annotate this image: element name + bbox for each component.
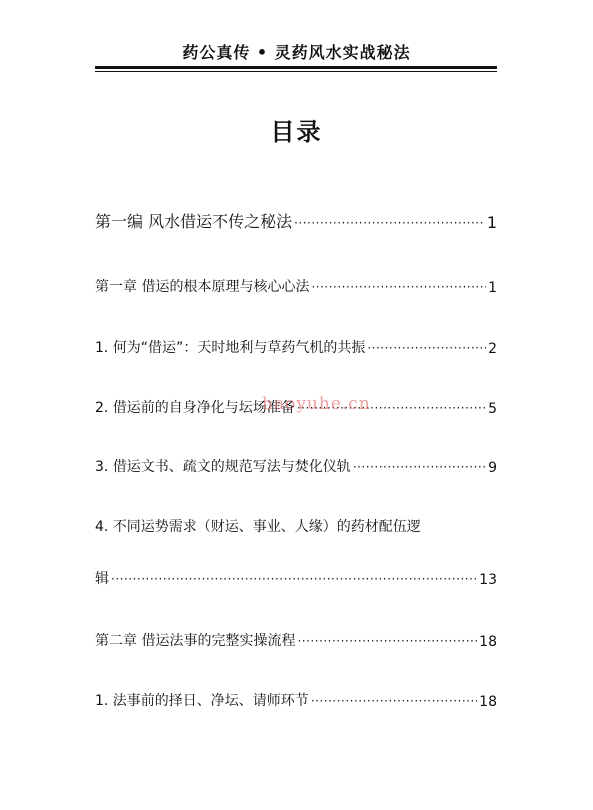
toc-entry-page: 1 <box>486 213 497 232</box>
toc-entry-page: 18 <box>479 634 497 650</box>
dot-leader <box>294 216 485 230</box>
toc-entry-chapter-1[interactable] <box>95 272 497 296</box>
dot-leader <box>111 572 477 586</box>
toc-entry-label: 第二章 借运法事的完整实操流程 <box>95 633 296 649</box>
toc-entry-label: 辑 <box>95 571 109 587</box>
running-header-title: 药公真传 • 灵药风水实战秘法 <box>182 43 411 62</box>
toc-entry-page: 13 <box>479 572 497 588</box>
toc-entry-page: 2 <box>488 341 497 357</box>
toc-entry-label: 1. 何为“借运”：天时地利与草药气机的共振 <box>95 340 366 356</box>
toc-entry-page: 1 <box>488 280 497 296</box>
toc-entry-page: 9 <box>488 460 497 476</box>
dot-leader <box>297 634 477 648</box>
toc-entry-section-1-1[interactable] <box>95 333 497 357</box>
toc-entry-chapter-2[interactable] <box>95 626 497 650</box>
toc-entry-part-1[interactable] <box>95 208 497 232</box>
toc-entry-label: 3. 借运文书、疏文的规范写法与焚化仪轨 <box>95 459 351 475</box>
toc-entry-section-1-3[interactable] <box>95 452 497 476</box>
toc-entry-section-1-4[interactable] <box>95 564 497 588</box>
toc-entry-section-2-1[interactable] <box>95 686 497 710</box>
dot-leader <box>311 694 477 708</box>
toc-heading: 目录 <box>270 118 323 146</box>
toc-entry-label: 2. 借运前的自身净化与坛场准备 <box>95 400 295 416</box>
watermark-text: haoyuhe.cn <box>262 394 371 414</box>
toc-entry-page: 18 <box>479 694 497 710</box>
dot-leader <box>353 460 486 474</box>
dot-leader <box>367 341 486 355</box>
toc-entry-section-1-4-line1[interactable]: 4. 不同运势需求（财运、事业、人缘）的药材配伍逻 <box>95 519 421 535</box>
toc-entry-label: 第一编 风水借运不传之秘法 <box>95 212 293 231</box>
toc-entry-label: 1. 法事前的择日、净坛、请师环节 <box>95 693 309 709</box>
toc-entry-label: 第一章 借运的根本原理与核心心法 <box>95 279 310 295</box>
toc-entry-page: 5 <box>488 401 497 417</box>
dot-leader <box>311 280 486 294</box>
